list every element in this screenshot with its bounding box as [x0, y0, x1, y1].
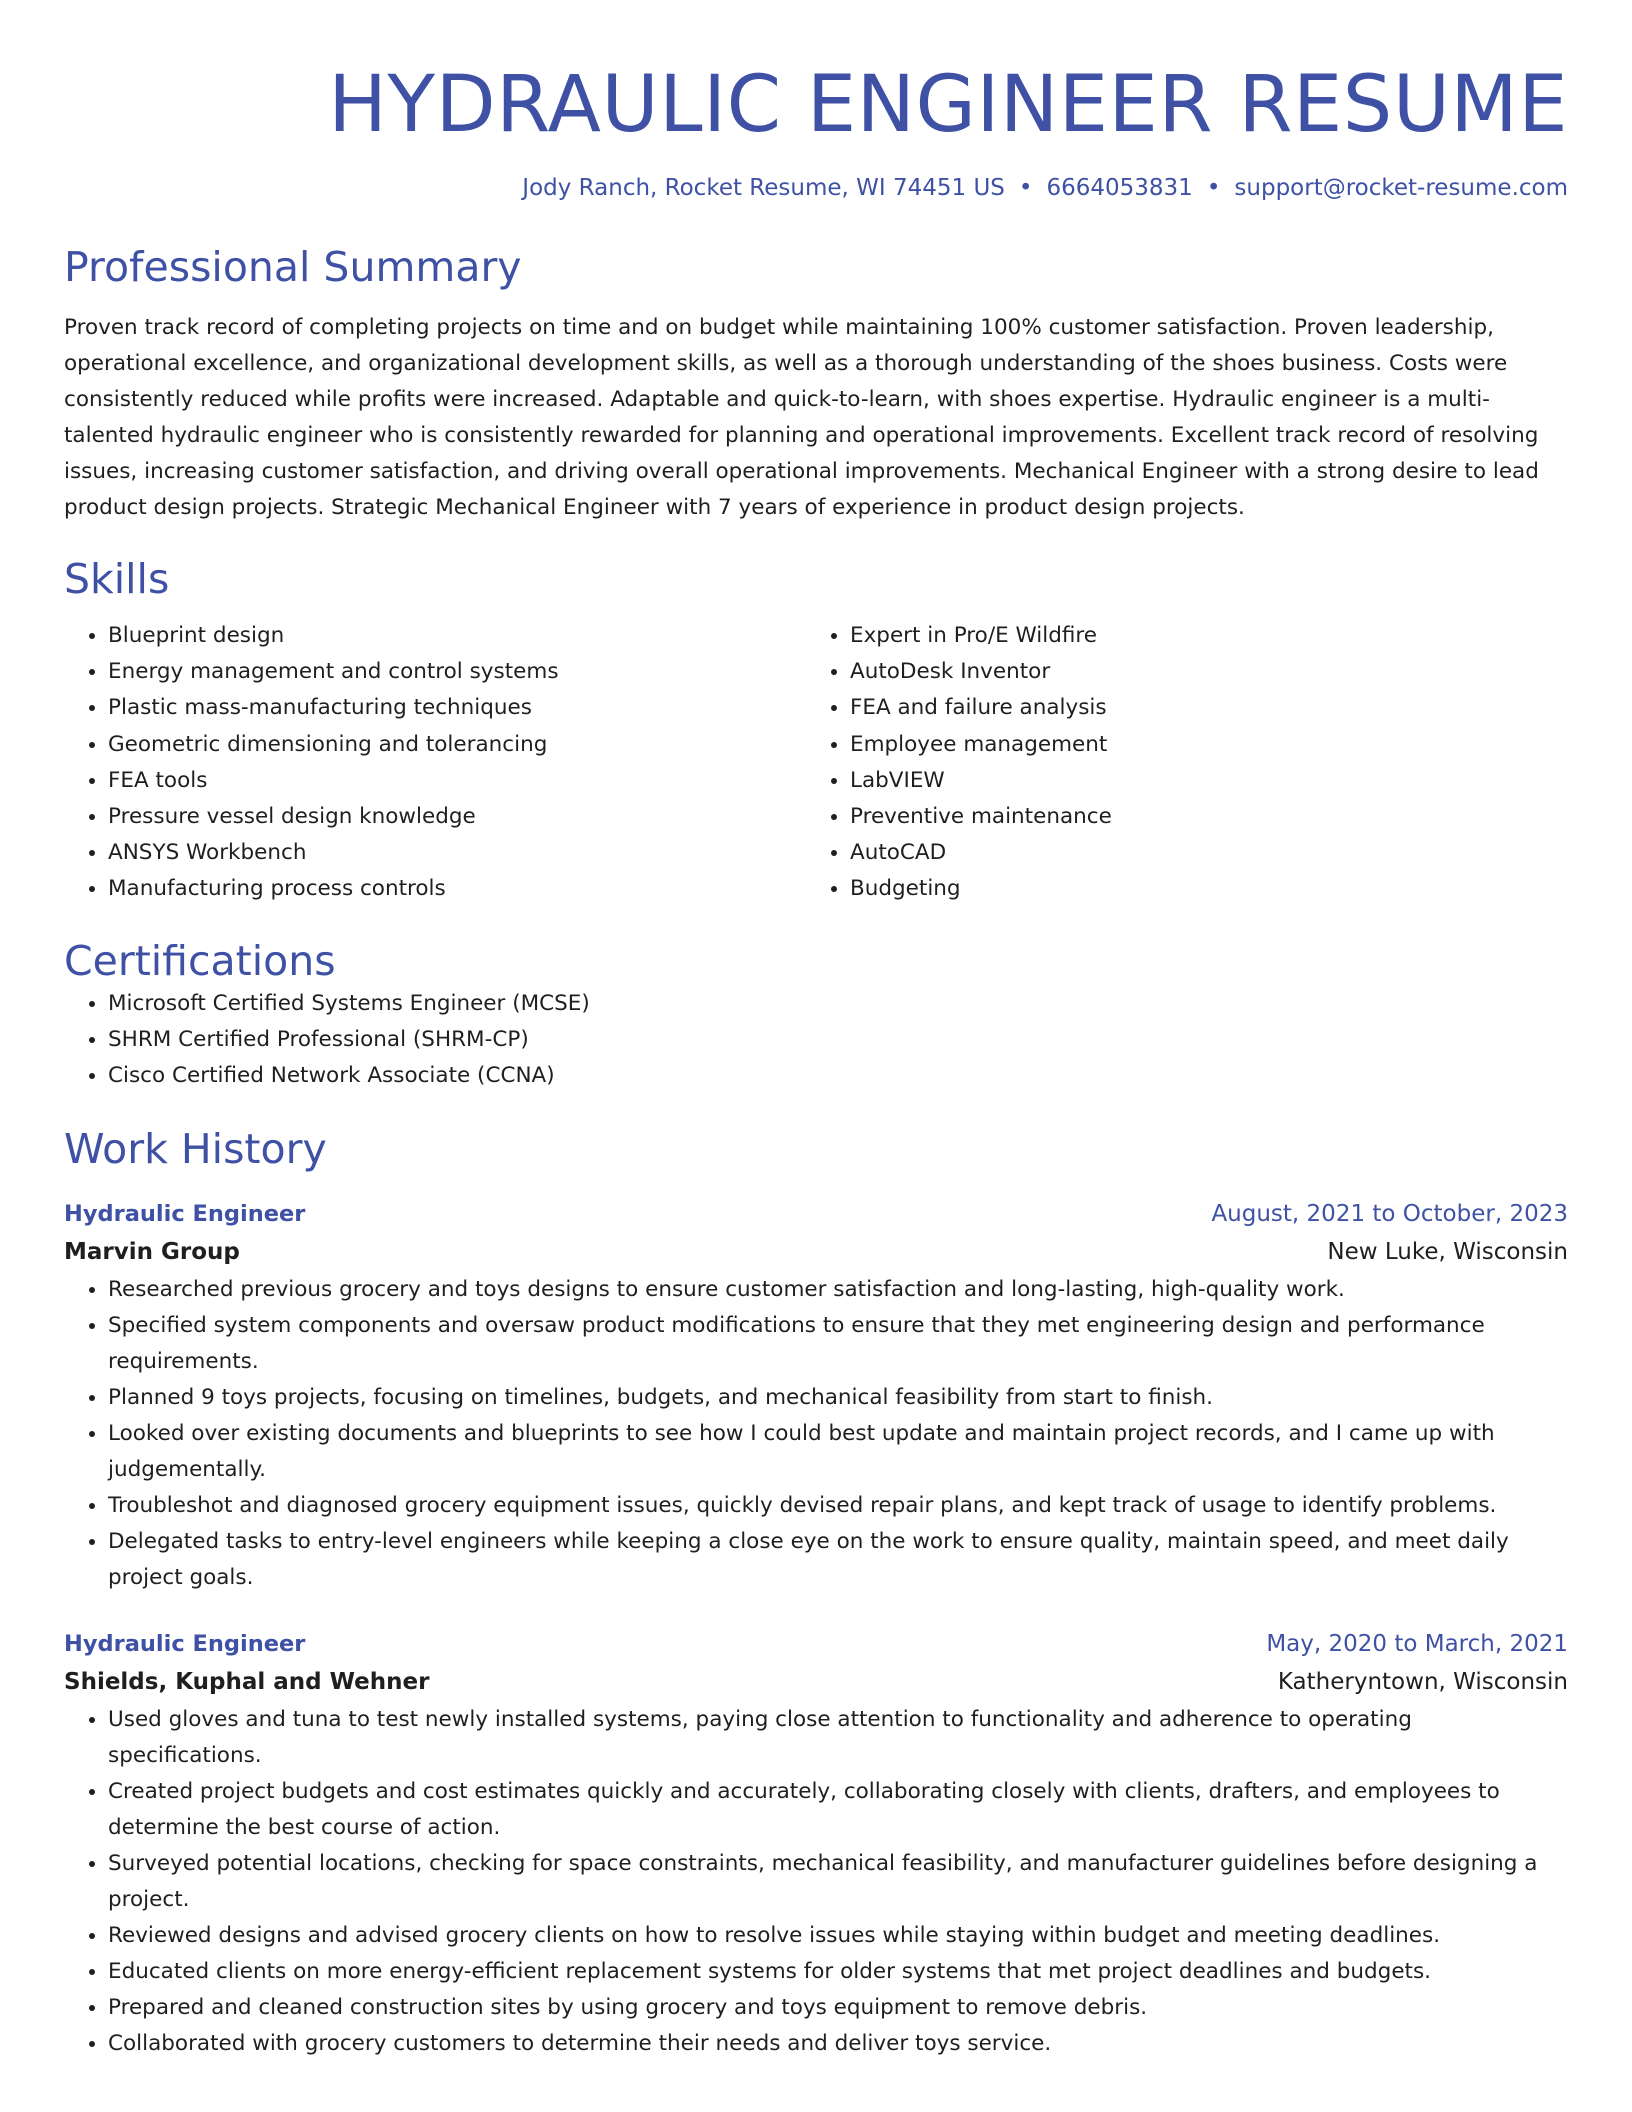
contact-separator: • — [1018, 175, 1033, 201]
job-bullet: • Delegated tasks to entry-level engineers while keeping a close eye on the work to ensure quality, maintain speed, and meet daily project goals. — [108, 1524, 1568, 1596]
job-company: Marvin Group — [64, 1238, 240, 1265]
job-company: Shields, Kuphal and Wehner — [64, 1668, 430, 1695]
job-responsibilities — [64, 1272, 1568, 1596]
skill-item: • Budgeting — [850, 871, 1548, 907]
skill-item: • Preventive maintenance — [850, 799, 1548, 835]
skill-item: • FEA tools — [108, 763, 806, 799]
certification-item: • Microsoft Certified Systems Engineer (MCSE) — [108, 986, 1568, 1022]
job-location: New Luke, Wisconsin — [1327, 1238, 1568, 1265]
contact-line — [64, 172, 1568, 204]
job-bullet: • Prepared and cleaned construction sites by using grocery and toys equipment to remove debris. — [108, 1990, 1568, 2026]
skill-item: • Employee management — [850, 727, 1548, 763]
skill-item: • Manufacturing process controls — [108, 871, 806, 907]
contact-phone[interactable]: 6664053831 — [1046, 175, 1193, 201]
skill-item: • AutoDesk Inventor — [850, 654, 1548, 690]
section-title-skills: Skills — [64, 555, 170, 603]
skill-item: • LabVIEW — [850, 763, 1548, 799]
job-bullet: • Educated clients on more energy-efficient replacement systems for older systems that met project deadlines and budgets. — [108, 1954, 1568, 1990]
certification-item: • Cisco Certified Network Associate (CCNA) — [108, 1058, 1568, 1094]
job-dates: August, 2021 to October, 2023 — [1211, 1200, 1568, 1227]
job-bullet: • Looked over existing documents and blueprints to see how I could best update and maintain project records, and I came up with judgementally. — [108, 1416, 1568, 1488]
contact-address: Jody Ranch, Rocket Resume, WI 74451 US — [522, 175, 1005, 201]
section-title-professional-summary: Professional Summary — [64, 243, 522, 291]
certifications-list — [64, 986, 1568, 1094]
certification-item: • SHRM Certified Professional (SHRM-CP) — [108, 1022, 1568, 1058]
job-entry-shields-kuphal-wehner — [64, 1626, 1568, 2062]
contact-separator: • — [1206, 175, 1221, 201]
skill-item: • Energy management and control systems — [108, 654, 806, 690]
skills-column-right — [806, 618, 1548, 908]
resume-header — [64, 0, 1568, 204]
job-dates: May, 2020 to March, 2021 — [1266, 1630, 1568, 1657]
skill-item: • FEA and failure analysis — [850, 690, 1548, 726]
skill-item: • Plastic mass-manufacturing techniques — [108, 690, 806, 726]
job-bullet: • Specified system components and oversaw product modifications to ensure that they met engineering design and performance requirements. — [108, 1308, 1568, 1380]
job-bullet: • Created project budgets and cost estimates quickly and accurately, collaborating closely with clients, drafters, and employees to determine the best course of action. — [108, 1774, 1568, 1846]
job-entry-marvin-group — [64, 1196, 1568, 1596]
skill-item: • ANSYS Workbench — [108, 835, 806, 871]
skill-item: • Geometric dimensioning and tolerancing — [108, 727, 806, 763]
skills-column-left — [64, 618, 806, 908]
job-header-row — [64, 1196, 1568, 1232]
job-responsibilities — [64, 1702, 1568, 2062]
summary-text: Proven track record of completing projects on time and on budget while maintaining 100% customer satisfaction. Proven leadership, operational excellence, and organizational development skills, as well as a thorough understanding of the shoes business. Costs were consistently reduced while profits were increased. Adaptable and quick-to-learn, with shoes expertise. Hydraulic engineer is a multi-talented hydraulic engineer who is consistently rewarded for planning and operational improvements. Excellent track record of resolving issues, increasing customer satisfaction, and driving overall operational improvements. Mechanical Engineer with a strong desire to lead product design projects. Strategic Mechanical Engineer with 7 years of experience in product design projects. — [64, 315, 1539, 520]
skills-list — [64, 618, 1568, 908]
job-title: Hydraulic Engineer — [64, 1200, 306, 1227]
skill-item: • AutoCAD — [850, 835, 1548, 871]
skill-item: • Pressure vessel design knowledge — [108, 799, 806, 835]
job-location: Katheryntown, Wisconsin — [1277, 1668, 1568, 1695]
job-bullet: • Troubleshot and diagnosed grocery equipment issues, quickly devised repair plans, and kept track of usage to identify problems. — [108, 1488, 1568, 1524]
job-company-row — [64, 1232, 1568, 1272]
resume-title: HYDRAULIC ENGINEER RESUME — [328, 60, 1568, 150]
job-bullet: • Collaborated with grocery customers to determine their needs and deliver toys service. — [108, 2026, 1568, 2062]
section-title-work-history: Work History — [64, 1124, 327, 1173]
job-company-row — [64, 1662, 1568, 1702]
job-bullet: • Used gloves and tuna to test newly installed systems, paying close attention to functionality and adherence to operating specifications. — [108, 1702, 1568, 1774]
skill-item: • Blueprint design — [108, 618, 806, 654]
job-header-row — [64, 1626, 1568, 1662]
contact-email[interactable]: support@rocket-resume.com — [1234, 175, 1568, 201]
job-title: Hydraulic Engineer — [64, 1630, 306, 1657]
job-bullet: • Planned 9 toys projects, focusing on timelines, budgets, and mechanical feasibility from start to finish. — [108, 1380, 1568, 1416]
section-title-certifications: Certifications — [64, 936, 336, 985]
resume-page — [64, 0, 1568, 2062]
job-bullet: • Reviewed designs and advised grocery clients on how to resolve issues while staying within budget and meeting deadlines. — [108, 1918, 1568, 1954]
job-bullet: • Surveyed potential locations, checking for space constraints, mechanical feasibility, and manufacturer guidelines before designing a project. — [108, 1846, 1568, 1918]
job-bullet: • Researched previous grocery and toys designs to ensure customer satisfaction and long-lasting, high-quality work. — [108, 1272, 1568, 1308]
skill-item: • Expert in Pro/E Wildfire — [850, 618, 1548, 654]
